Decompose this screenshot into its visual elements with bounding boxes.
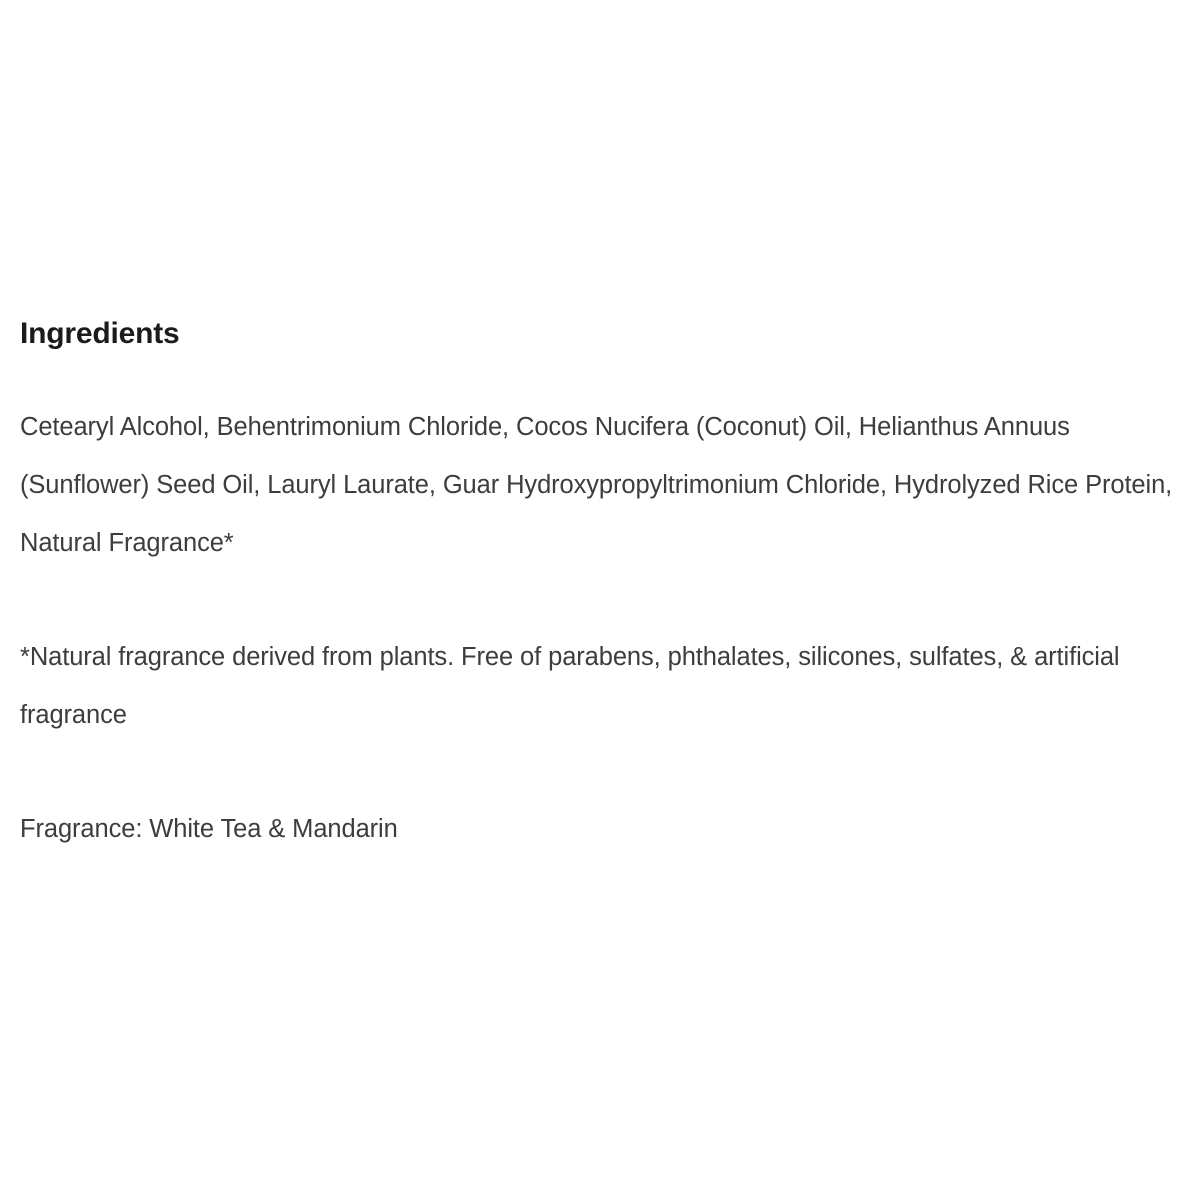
ingredients-content xyxy=(20,316,1185,858)
page-title: Ingredients xyxy=(20,317,180,350)
fragrance-footnote-text: *Natural fragrance derived from plants. Free of parabens, phthalates, silicones, sulfates, & artificial fragrance xyxy=(20,643,1120,729)
ingredients-list-text: Cetearyl Alcohol, Behentrimonium Chloride, Cocos Nucifera (Coconut) Oil, Helianthus Annuus (Sunflower) Seed Oil, Lauryl Laurate, Guar Hydroxypropyltrimonium Chloride, Hydrolyzed Rice Protein, Natural Fragrance* xyxy=(20,413,1173,557)
fragrance-name-text: Fragrance: White Tea & Mandarin xyxy=(20,815,398,843)
